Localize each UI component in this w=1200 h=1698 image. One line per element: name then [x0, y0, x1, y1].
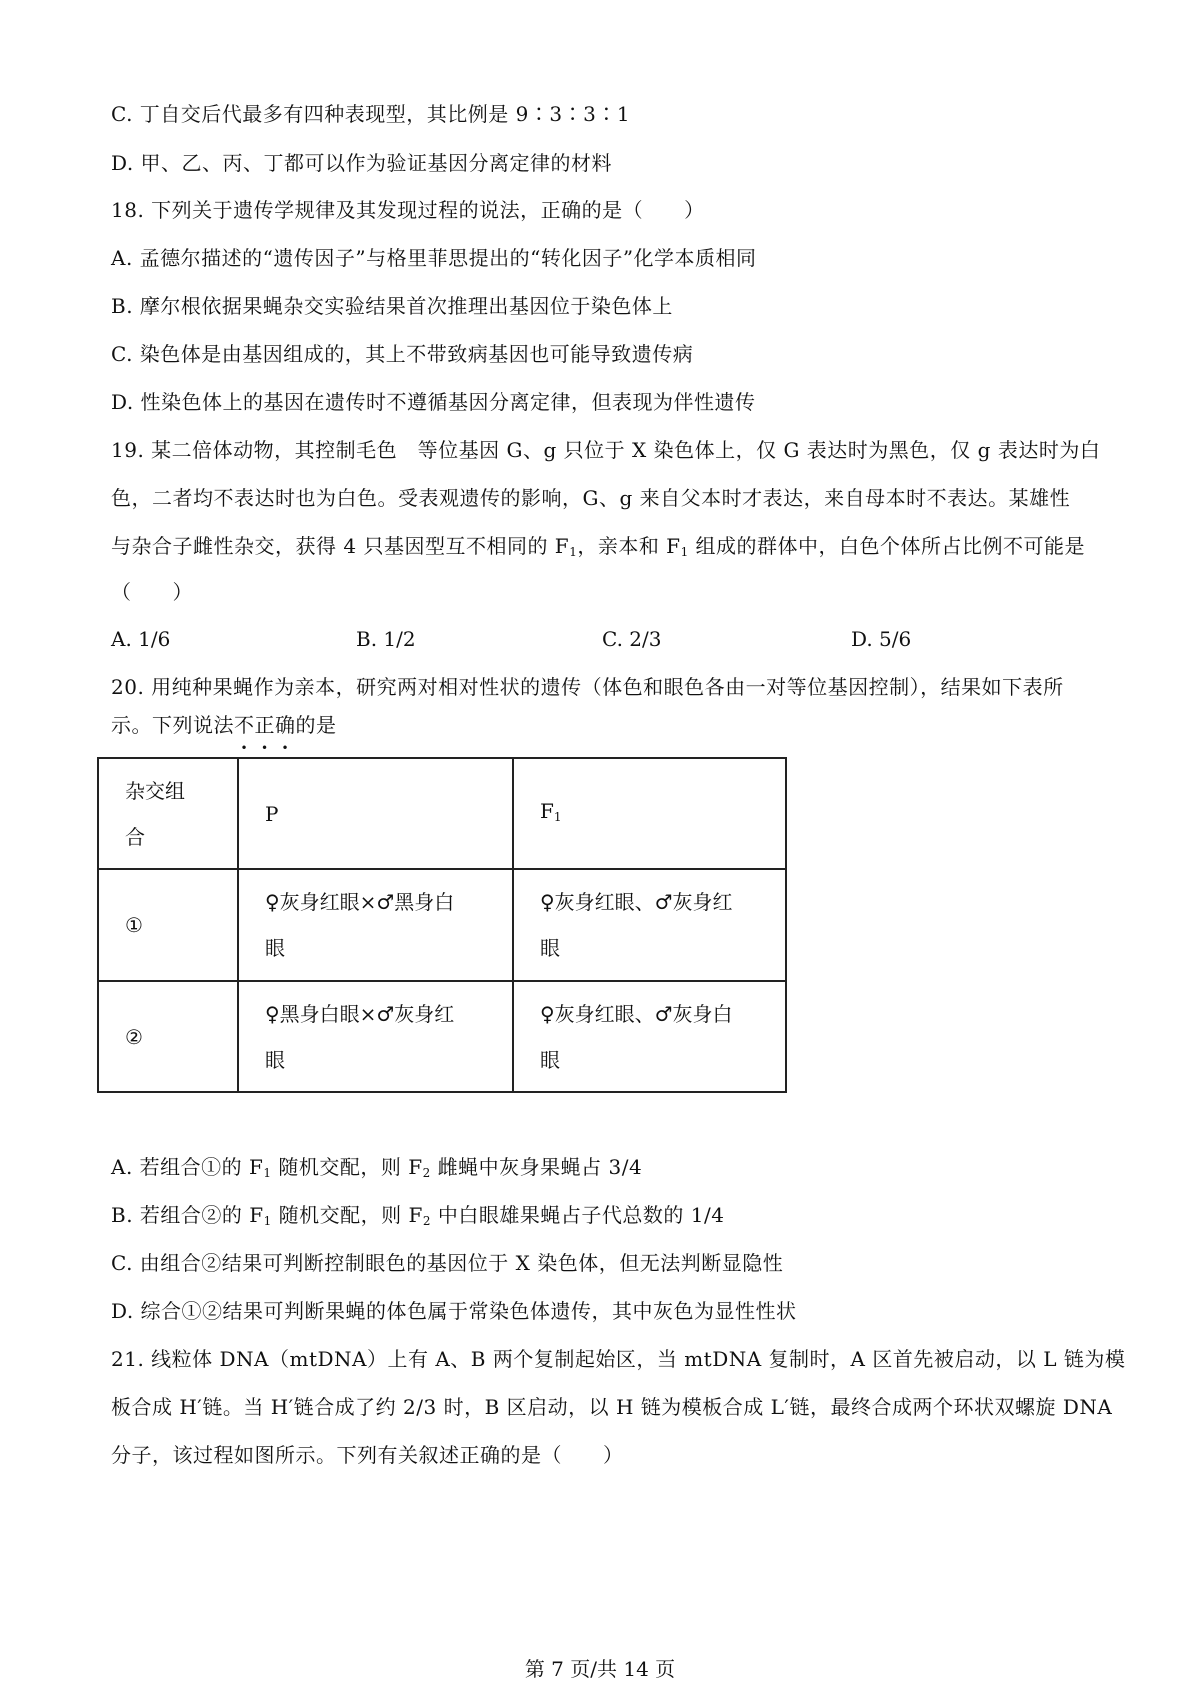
row-parents-l2: 眼	[265, 936, 285, 960]
header-f1-subscript: 1	[553, 809, 562, 824]
row-f1-l2: 眼	[540, 936, 560, 960]
table-row	[98, 869, 786, 981]
q19-f1-subscript: 1	[569, 545, 578, 559]
header-f1	[513, 758, 786, 869]
q21-stem-line3: 分子，该过程如图所示。下列有关叙述正确的是（ ）	[111, 1443, 624, 1467]
q20-stem-line1: 20. 用纯种果蝇作为亲本，研究两对相对性状的遗传（体色和眼色各由一对等位基因控制），结果如下表所	[111, 675, 1064, 699]
q18-option-c: C. 染色体是由基因组成的，其上不带致病基因也可能导致遗传病	[111, 342, 694, 366]
q20-option-b-part-c: 中白眼雄果蝇占子代总数的 1/4	[431, 1203, 725, 1227]
q19-line3-part-a: 与杂合子雌性杂交，获得 4 只基因型互不相同的 F	[111, 534, 570, 558]
q19-options	[111, 624, 1101, 654]
row-parents	[238, 981, 513, 1092]
row-parents-l1: ♀灰身红眼×♂黑身白	[265, 890, 455, 914]
row-parents	[238, 869, 513, 981]
q19-option-b: B. 1/2	[356, 627, 416, 651]
q18-option-b: B. 摩尔根依据果蝇杂交实验结果首次推理出基因位于染色体上	[111, 294, 673, 318]
row-f1-l1: ♀灰身红眼、♂灰身白	[540, 1001, 733, 1026]
q20-emphasis-char-3: 确	[275, 713, 296, 737]
q19-option-a: A. 1/6	[111, 627, 171, 651]
q19-stem-line3	[111, 531, 1101, 567]
q20-option-a-part-c: 雌蝇中灰身果蝇占 3/4	[430, 1155, 643, 1179]
q19-line3-part-c: 组成的群体中，白色个体所占比例不可能是	[688, 534, 1086, 558]
q20-option-a-part-a: A. 若组合①的 F	[111, 1155, 264, 1179]
q17-option-c: C. 丁自交后代最多有四种表现型，其比例是 9∶3∶3∶1	[111, 102, 631, 126]
table-header-row	[98, 758, 786, 869]
row-f1	[513, 981, 786, 1092]
q20-option-b-part-b: 随机交配，则 F	[271, 1203, 423, 1227]
q19-line3-part-b: ，亲本和 F	[577, 534, 681, 558]
header-cross-group-l2: 合	[125, 824, 145, 849]
q18-stem: 18. 下列关于遗传学规律及其发现过程的说法，正确的是（ ）	[111, 198, 705, 222]
q19-stem-line2: 色，二者均不表达时也为白色。受表观遗传的影响，G、g 来自父本时才表达，来自母本时不表达。某雄性	[111, 486, 1071, 510]
q20-option-a-sub1: 1	[263, 1166, 272, 1180]
q20-option-a-part-b: 随机交配，则 F	[271, 1155, 423, 1179]
q20-stem-line2	[111, 710, 1101, 740]
q18-option-a: A. 孟德尔描述的“遗传因子”与格里菲思提出的“转化因子”化学本质相同	[111, 246, 757, 270]
row-id: ②	[98, 981, 238, 1092]
row-id: ①	[98, 869, 238, 981]
q20-option-a-sub2: 2	[422, 1166, 431, 1180]
table-row	[98, 981, 786, 1092]
q20-emphasis-char-1: 不	[234, 713, 255, 737]
q20-line2-part-a: 示。下列说法	[111, 713, 234, 737]
q20-option-b-sub2: 2	[422, 1214, 432, 1228]
q19-option-c: C. 2/3	[602, 627, 662, 651]
row-f1-l2: 眼	[540, 1047, 560, 1072]
q20-option-d: D. 综合①②结果可判断果蝇的体色属于常染色体遗传，其中灰色为显性性状	[111, 1299, 797, 1323]
q21-stem-line2: 板合成 H′链。当 H′链合成了约 2/3 时，B 区启动，以 H 链为模板合成 L′链，最终合成两个环状双螺旋 DNA	[111, 1395, 1113, 1419]
q20-option-b-part-a: B. 若组合②的 F	[111, 1203, 264, 1227]
row-parents-l1: ♀黑身白眼×♂灰身红	[265, 1001, 455, 1026]
page-footer: 第 7 页/共 14 页	[524, 1657, 676, 1681]
cross-results-table	[97, 757, 787, 1093]
q20-option-b	[111, 1200, 1101, 1236]
row-f1-l1: ♀灰身红眼、♂灰身红	[540, 890, 733, 914]
q20-option-a	[111, 1152, 1101, 1188]
q18-option-d: D. 性染色体上的基因在遗传时不遵循基因分离定律，但表现为伴性遗传	[111, 390, 756, 414]
row-parents-l2: 眼	[265, 1047, 285, 1072]
q20-emphasis-char-2: 正	[254, 713, 275, 737]
q17-option-d: D. 甲、乙、丙、丁都可以作为验证基因分离定律的材料	[111, 151, 613, 175]
q19-f1-subscript-2: 1	[680, 545, 689, 559]
q20-line2-part-b: 的是	[295, 713, 337, 737]
q19-option-d: D. 5/6	[851, 627, 912, 651]
q19-stem-line1: 19. 某二倍体动物，其控制毛色 等位基因 G、g 只位于 X 染色体上，仅 G 表达时为黑色，仅 g 表达时为白	[111, 438, 1101, 462]
header-parents: P	[238, 758, 513, 869]
q20-option-c: C. 由组合②结果可判断控制眼色的基因位于 X 染色体，但无法判断显隐性	[111, 1251, 784, 1275]
q20-option-b-sub1: 1	[263, 1214, 272, 1228]
header-cross-group-l1: 杂交组	[125, 778, 185, 803]
q19-answer-blank: （ ）	[111, 580, 193, 604]
header-f1-label: F	[540, 798, 554, 823]
row-f1	[513, 869, 786, 981]
header-cross-group	[98, 758, 238, 869]
q21-stem-line1: 21. 线粒体 DNA（mtDNA）上有 A、B 两个复制起始区，当 mtDNA 复制时，A 区首先被启动，以 L 链为模	[111, 1347, 1126, 1371]
